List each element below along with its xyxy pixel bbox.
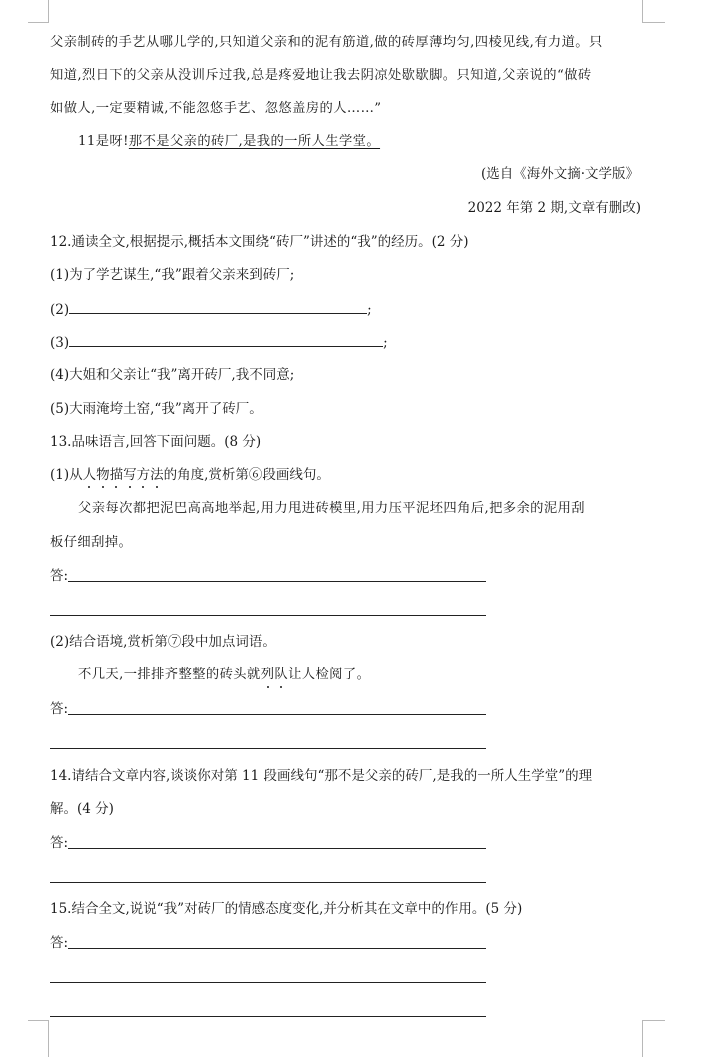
crop-mark-bottom-left (28, 1020, 49, 1057)
paragraph-11-prefix: 是呀! (95, 134, 129, 149)
q15-answer-line-1[interactable] (68, 948, 486, 949)
q13-quote-2-text-b: 让人检阅了。 (288, 667, 371, 682)
q13-quote-2-text-a: 不几天,一排排齐整整的砖头就 (78, 667, 261, 682)
q13-quote-1-line-1: 父亲每次都把泥巴高高地举起,用力甩进砖模里,用力压平泥坯四角后,把多余的泥用刮 (78, 501, 585, 516)
paragraph-number: 11 (78, 134, 96, 149)
q13-stem: 13.品味语言,回答下面问题。(8 分) (50, 434, 262, 450)
q15-stem: 15.结合全文,说说“我”对砖厂的情感态度变化,并分析其在文章中的作用。(5 分) (50, 901, 523, 917)
crop-mark-top-left (28, 0, 49, 23)
q12-item-2-blank[interactable] (69, 299, 367, 314)
q13-answer-2-label: 答: (50, 701, 69, 717)
q13-sub-1-text-a: (1)从 (50, 467, 83, 483)
q12-item-2-label: (2) (50, 302, 70, 318)
q13-sub-2: (2)结合语境,赏析第⑦段中加点词语。 (50, 634, 276, 650)
q13-quote-1-line-2: 板仔细刮掉。 (50, 535, 133, 550)
crop-mark-bottom-right (642, 1020, 665, 1057)
q15-answer-line-3[interactable] (50, 1016, 486, 1017)
q14-stem-line-2: 解。(4 分) (50, 801, 114, 817)
q12-item-4: (4)大姐和父亲让“我”离开砖厂,我不同意; (50, 367, 295, 383)
q12-item-3-blank[interactable] (69, 332, 383, 347)
q12-item-1: (1)为了学艺谋生,“我”跟着父亲来到砖厂; (50, 267, 295, 283)
q14-answer-label: 答: (50, 835, 69, 851)
underlined-sentence: 那不是父亲的砖厂,是我的一所人生学堂。 (128, 134, 381, 149)
q14-answer-line-2[interactable] (50, 882, 486, 883)
q13-answer-2-line-2[interactable] (50, 748, 486, 749)
q12-item-2 (50, 299, 372, 320)
q15-answer-line-2[interactable] (50, 982, 486, 983)
q13-sub-1-text-b: 的角度,赏析第⑥段画线句。 (163, 467, 330, 483)
story-line-1: 父亲制砖的手艺从哪儿学的,只知道父亲和的泥有筋道,做的砖厚薄均匀,四棱见线,有力道。只 (50, 35, 603, 50)
q14-answer-line-1[interactable] (68, 848, 486, 849)
q13-answer-1-line-1[interactable] (68, 581, 486, 582)
q12-item-3-end: ; (383, 335, 388, 351)
q13-quote-2 (78, 665, 370, 685)
q13-answer-1-label: 答: (50, 568, 69, 584)
q13-sub-1-dotted-term: 人物描写方法 (82, 467, 164, 483)
q12-item-5: (5)大雨淹垮土窑,“我”离开了砖厂。 (50, 401, 263, 417)
source-line-1: (选自《海外文摘·文学版》 (480, 166, 639, 182)
source-line-2: 2022 年第 2 期,文章有删改) (467, 200, 641, 216)
crop-mark-top-right (642, 0, 665, 23)
paragraph-11 (78, 132, 380, 152)
story-line-2: 知道,烈日下的父亲从没训斥过我,总是疼爱地让我去阴凉处歇歇脚。只知道,父亲说的“做砖 (50, 68, 592, 83)
q13-answer-1-line-2[interactable] (50, 615, 486, 616)
story-line-3: 如做人,一定要精诚,不能忽悠手艺、忽悠盖房的人……” (50, 101, 382, 116)
q14-stem-line-1: 14.请结合文章内容,谈谈你对第 11 段画线句“那不是父亲的砖厂,是我的一所人生学堂”的理 (50, 768, 593, 784)
q15-answer-label: 答: (50, 935, 69, 951)
q13-sub-1 (50, 465, 330, 485)
q13-quote-2-dotted-word: 列队 (261, 667, 288, 682)
q12-item-3-label: (3) (50, 335, 70, 351)
q12-item-3 (50, 332, 388, 353)
q12-stem: 12.通读全文,根据提示,概括本文围绕“砖厂”讲述的“我”的经历。(2 分) (50, 234, 469, 250)
q13-answer-2-line-1[interactable] (68, 714, 486, 715)
q12-item-2-end: ; (367, 302, 372, 318)
